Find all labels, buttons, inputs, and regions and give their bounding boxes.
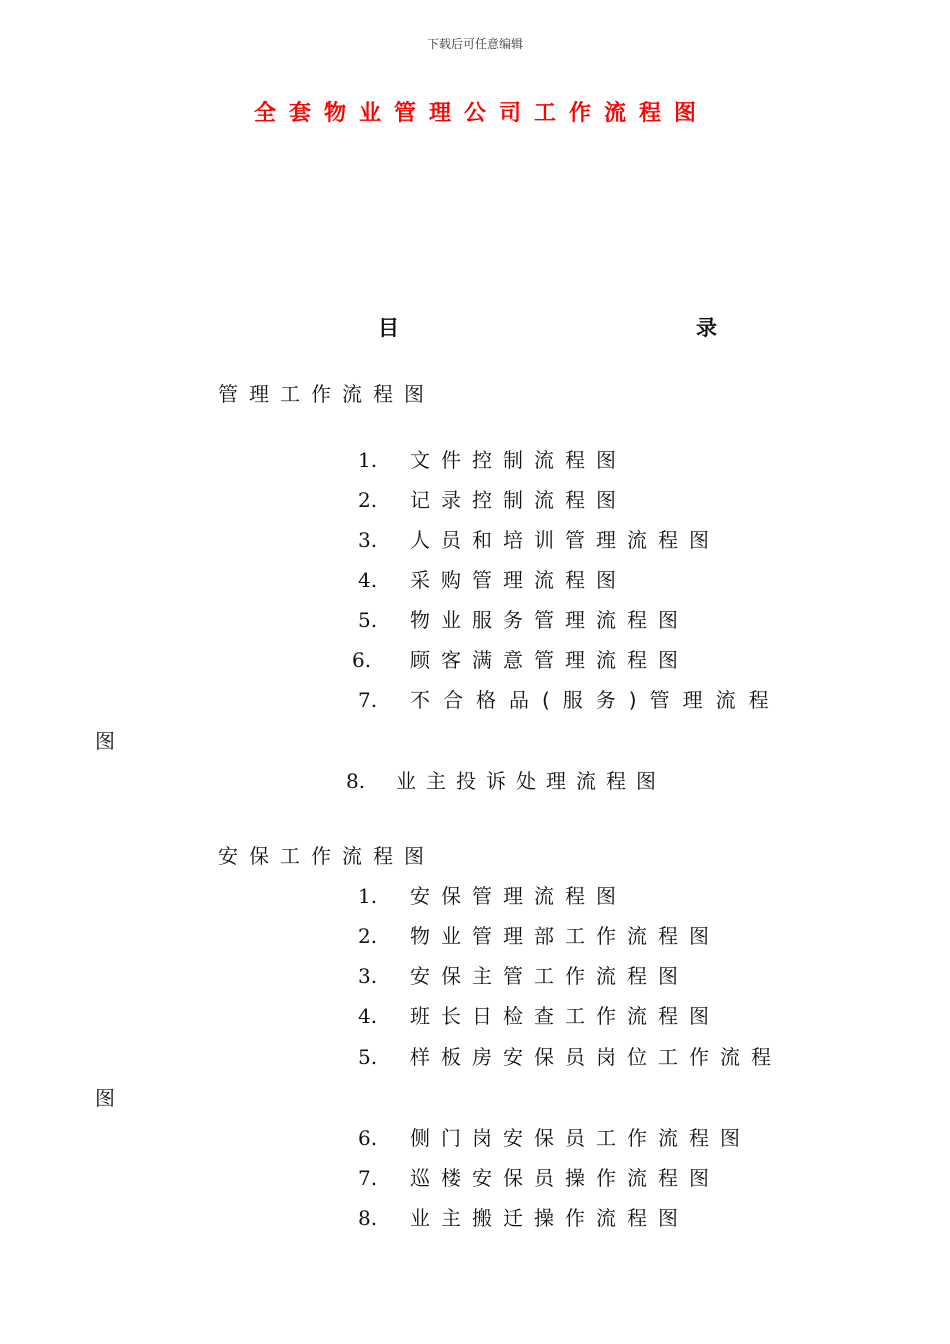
toc-item-number: 3. bbox=[358, 964, 378, 988]
toc-heading-right: 录 bbox=[696, 316, 717, 340]
toc-item-label: 业主投诉处理流程图 bbox=[396, 769, 666, 793]
toc-item-label: 顾客满意管理流程图 bbox=[410, 648, 689, 672]
toc-item-label: 记录控制流程图 bbox=[410, 488, 627, 512]
toc-item-wrap: 图 bbox=[95, 1086, 115, 1110]
toc-item bbox=[352, 644, 689, 673]
toc-item-number: 2. bbox=[358, 924, 378, 948]
toc-item-label: 样板房安保员岗位工作流程 bbox=[410, 1045, 782, 1069]
toc-item-number: 1. bbox=[358, 884, 378, 908]
toc-item-number: 6. bbox=[358, 1126, 378, 1150]
document-title: 全套物业管理公司工作流程图 bbox=[253, 101, 709, 126]
toc-item bbox=[358, 484, 627, 513]
toc-item-number: 7. bbox=[358, 688, 378, 712]
toc-item bbox=[346, 765, 666, 794]
toc-item-label: 安保管理流程图 bbox=[410, 884, 627, 908]
toc-item-label: 物业服务管理流程图 bbox=[410, 608, 689, 632]
toc-item-label: 人员和培训管理流程图 bbox=[410, 528, 720, 552]
toc-item-label: 业主搬迁操作流程图 bbox=[410, 1206, 689, 1230]
toc-item-number: 4. bbox=[358, 1004, 378, 1028]
toc-item bbox=[358, 684, 782, 713]
toc-item bbox=[358, 604, 689, 633]
toc-item-label: 文件控制流程图 bbox=[410, 448, 627, 472]
page-header-note: 下载后可任意编辑 bbox=[426, 37, 523, 51]
toc-item-number: 5. bbox=[358, 608, 378, 632]
toc-item-number: 2. bbox=[358, 488, 378, 512]
toc-item-label: 侧门岗安保员工作流程图 bbox=[410, 1126, 751, 1150]
toc-item-number: 6. bbox=[352, 648, 372, 672]
toc-item-label: 物业管理部工作流程图 bbox=[410, 924, 720, 948]
toc-item bbox=[358, 880, 627, 909]
section-heading-management: 管理工作流程图 bbox=[218, 382, 435, 406]
toc-item-number: 8. bbox=[358, 1206, 378, 1230]
toc-item-number: 4. bbox=[358, 568, 378, 592]
toc-item-number: 7. bbox=[358, 1166, 378, 1190]
toc-item-label: 安保主管工作流程图 bbox=[410, 964, 689, 988]
toc-item bbox=[358, 444, 627, 473]
toc-item-label: 班长日检查工作流程图 bbox=[410, 1004, 720, 1028]
toc-item bbox=[358, 960, 689, 989]
toc-heading-left: 目 bbox=[378, 316, 399, 340]
toc-item-label: 巡楼安保员操作流程图 bbox=[410, 1166, 720, 1190]
toc-item-label: 采购管理流程图 bbox=[410, 568, 627, 592]
toc-item-number: 5. bbox=[358, 1045, 378, 1069]
toc-item bbox=[358, 564, 627, 593]
toc-item bbox=[358, 1000, 720, 1029]
toc-item bbox=[358, 524, 720, 553]
toc-item-label: 不合格品(服务)管理流程 bbox=[410, 688, 782, 712]
toc-item bbox=[358, 1041, 782, 1070]
toc-item bbox=[358, 1162, 720, 1191]
toc-item-number: 8. bbox=[346, 769, 366, 793]
toc-item bbox=[358, 1202, 689, 1231]
toc-item bbox=[358, 1122, 751, 1151]
section-heading-security: 安保工作流程图 bbox=[218, 844, 435, 868]
toc-item bbox=[358, 920, 720, 949]
toc-item-number: 1. bbox=[358, 448, 378, 472]
toc-item-wrap: 图 bbox=[95, 729, 115, 753]
toc-item-number: 3. bbox=[358, 528, 378, 552]
